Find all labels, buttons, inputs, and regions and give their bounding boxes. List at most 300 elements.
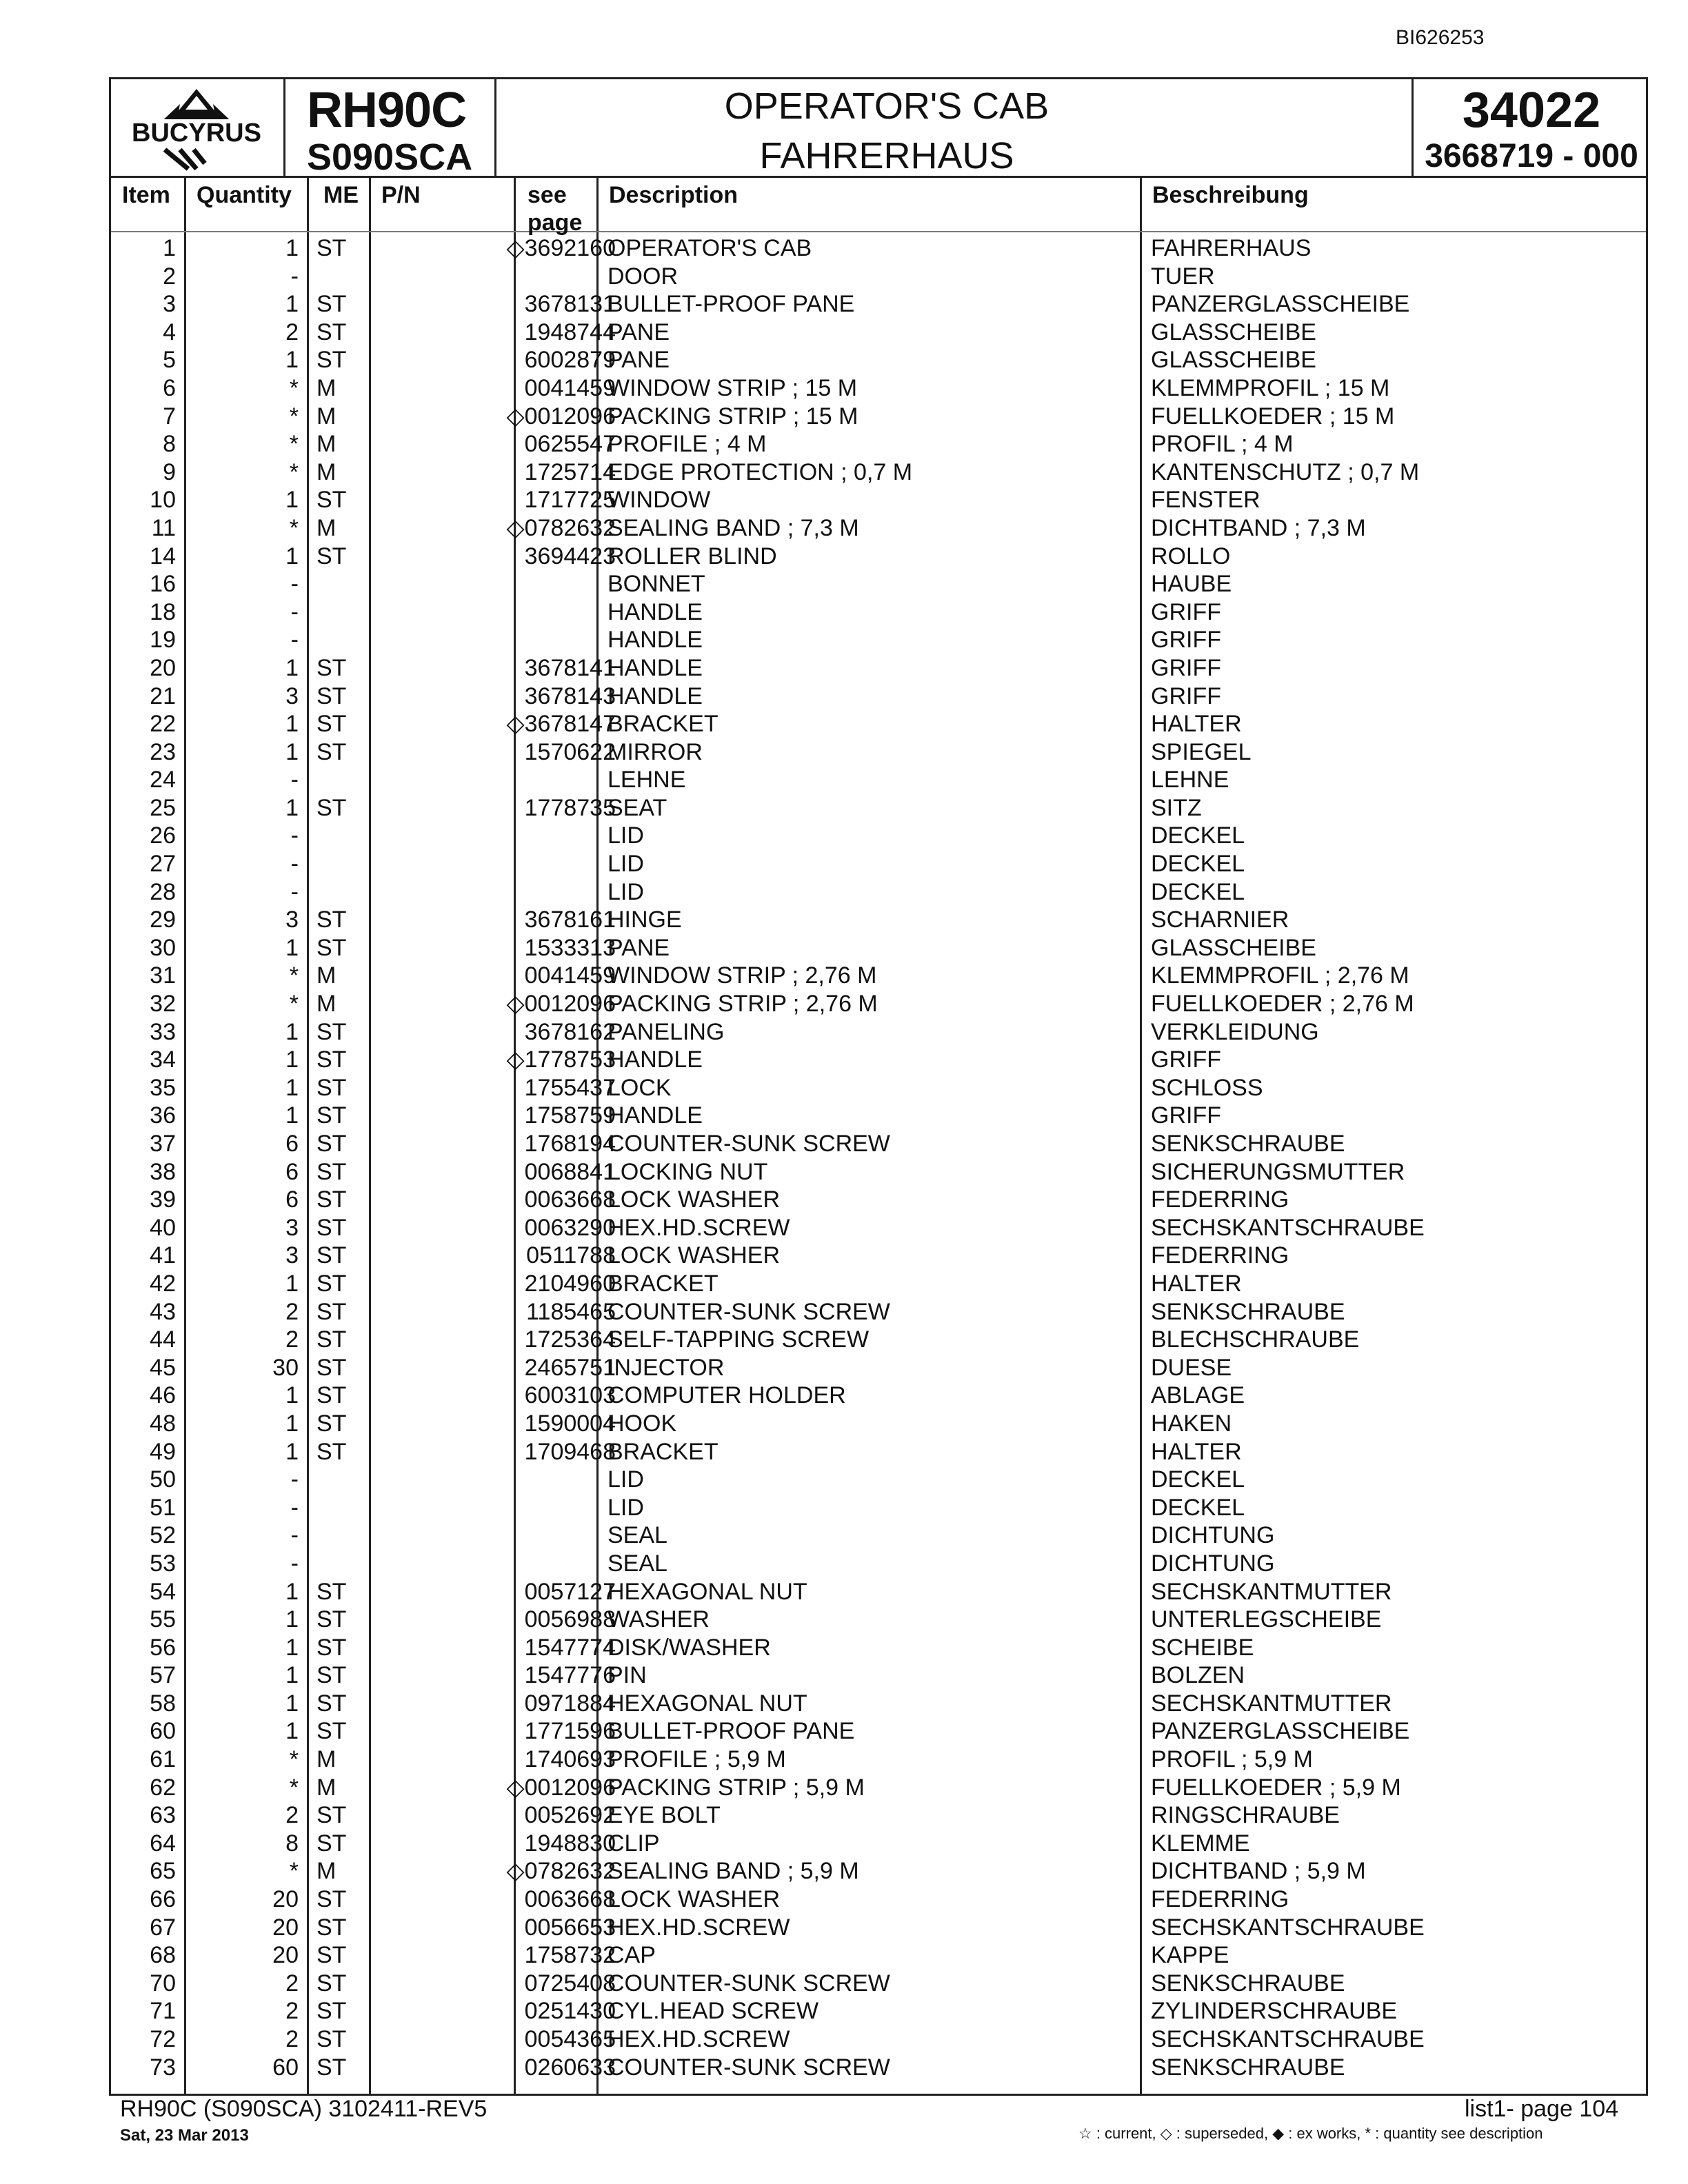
parts-list-frame bbox=[109, 77, 1648, 2096]
unit: ST bbox=[316, 682, 347, 709]
table-row bbox=[111, 598, 1646, 626]
table-row bbox=[111, 1185, 1646, 1213]
description-en: COMPUTER HOLDER bbox=[607, 1382, 846, 1409]
description-de: DICHTUNG bbox=[1151, 1550, 1275, 1577]
quantity: 6 bbox=[285, 1131, 299, 1157]
item-number: 44 bbox=[150, 1326, 176, 1353]
quantity: 1 bbox=[285, 543, 299, 569]
description-en: COUNTER-SUNK SCREW bbox=[607, 1298, 890, 1325]
description-de: DECKEL bbox=[1151, 878, 1245, 905]
table-row bbox=[111, 1717, 1646, 1745]
table-row bbox=[111, 765, 1646, 793]
description-de: SPIEGEL bbox=[1151, 738, 1252, 765]
description-en: WINDOW STRIP ; 2,76 M bbox=[607, 962, 877, 989]
unit: ST bbox=[316, 1998, 347, 2025]
unit: ST bbox=[316, 347, 347, 374]
item-number: 34 bbox=[150, 1046, 176, 1073]
description-en: COUNTER-SUNK SCREW bbox=[607, 2054, 890, 2081]
item-number: 30 bbox=[150, 934, 176, 961]
description-de: GRIFF bbox=[1151, 1102, 1221, 1129]
item-number: 43 bbox=[150, 1298, 176, 1325]
quantity: 3 bbox=[285, 682, 299, 709]
item-number: 50 bbox=[150, 1466, 176, 1493]
description-en: PANE bbox=[607, 318, 670, 345]
item-number: 72 bbox=[150, 2026, 176, 2052]
quantity: * bbox=[289, 1858, 299, 1885]
description-en: CLIP bbox=[607, 1830, 660, 1857]
quantity: 20 bbox=[272, 1942, 299, 1969]
unit: ST bbox=[316, 291, 347, 318]
description-en: PANE bbox=[607, 347, 670, 374]
part-number: 6003103 bbox=[524, 1382, 616, 1409]
unit: ST bbox=[316, 1914, 347, 1941]
part-number: 1533313 bbox=[524, 934, 616, 961]
description-de: SECHSKANTSCHRAUBE bbox=[1151, 2026, 1425, 2052]
description-de: DECKEL bbox=[1151, 822, 1245, 849]
quantity: 20 bbox=[272, 1886, 299, 1913]
description-en: HEX.HD.SCREW bbox=[607, 1214, 790, 1241]
description-en: LID bbox=[607, 1466, 644, 1493]
unit: ST bbox=[316, 1438, 347, 1465]
item-number: 60 bbox=[150, 1718, 176, 1745]
item-number: 4 bbox=[163, 318, 176, 345]
description-de: SECHSKANTSCHRAUBE bbox=[1151, 1914, 1425, 1941]
col-pn: P/N bbox=[381, 182, 421, 208]
unit: M bbox=[316, 1746, 336, 1773]
table-row bbox=[111, 1073, 1646, 1102]
item-number: 63 bbox=[150, 1802, 176, 1829]
part-number: 1948830 bbox=[524, 1830, 616, 1857]
quantity: 3 bbox=[285, 1214, 299, 1241]
part-number: ◇1778753 bbox=[506, 1046, 616, 1073]
unit: ST bbox=[316, 1942, 347, 1969]
unit: ST bbox=[316, 235, 347, 261]
unit: ST bbox=[316, 1970, 347, 1996]
unit: M bbox=[316, 1774, 336, 1801]
quantity: 1 bbox=[285, 1382, 299, 1409]
description-en: LID bbox=[607, 1494, 644, 1521]
part-number: 1590004 bbox=[524, 1410, 616, 1437]
description-de: PROFIL ; 5,9 M bbox=[1151, 1746, 1313, 1773]
description-en: HANDLE bbox=[607, 682, 703, 709]
description-de: GRIFF bbox=[1151, 654, 1221, 681]
unit: ST bbox=[316, 1326, 347, 1353]
item-number: 55 bbox=[150, 1606, 176, 1633]
description-de: SECHSKANTMUTTER bbox=[1151, 1578, 1392, 1605]
description-en: WINDOW bbox=[607, 487, 711, 514]
description-en: LOCK WASHER bbox=[607, 1186, 781, 1213]
item-number: 10 bbox=[150, 487, 176, 514]
quantity: * bbox=[289, 403, 299, 429]
table-row bbox=[111, 1857, 1646, 1885]
table-row bbox=[111, 1381, 1646, 1409]
item-number: 49 bbox=[150, 1438, 176, 1465]
description-en: BRACKET bbox=[607, 1438, 719, 1465]
unit: ST bbox=[316, 1242, 347, 1269]
quantity: 2 bbox=[285, 1802, 299, 1829]
item-number: 16 bbox=[150, 571, 176, 598]
col-see-page: see page bbox=[528, 182, 583, 236]
item-number: 48 bbox=[150, 1410, 176, 1437]
description-de: SENKSCHRAUBE bbox=[1151, 1298, 1345, 1325]
table-row bbox=[111, 933, 1646, 962]
title-english: OPERATOR'S CAB bbox=[724, 85, 1049, 127]
table-row bbox=[111, 1633, 1646, 1661]
quantity: - bbox=[290, 767, 299, 793]
col-me: ME bbox=[323, 182, 359, 208]
description-en: CYL.HEAD SCREW bbox=[607, 1998, 819, 2025]
description-de: GLASSCHEIBE bbox=[1151, 934, 1316, 961]
item-number: 46 bbox=[150, 1382, 176, 1409]
part-number: 0056988 bbox=[524, 1606, 616, 1633]
item-number: 18 bbox=[150, 598, 176, 625]
description-en: HANDLE bbox=[607, 1102, 703, 1129]
description-de: DICHTBAND ; 7,3 M bbox=[1151, 514, 1366, 541]
description-de: GRIFF bbox=[1151, 598, 1221, 625]
table-row bbox=[111, 1018, 1646, 1046]
description-de: DUESE bbox=[1151, 1354, 1232, 1381]
unit: M bbox=[316, 374, 336, 401]
quantity: * bbox=[289, 458, 299, 485]
description-en: EYE BOLT bbox=[607, 1802, 721, 1829]
quantity: 1 bbox=[285, 1662, 299, 1689]
quantity: - bbox=[290, 627, 299, 654]
item-number: 53 bbox=[150, 1550, 176, 1577]
part-number: 1725714 bbox=[524, 458, 616, 485]
part-number: 6002879 bbox=[524, 347, 616, 374]
unit: ST bbox=[316, 1662, 347, 1689]
item-number: 26 bbox=[150, 822, 176, 849]
unit: ST bbox=[316, 1718, 347, 1745]
description-en: CAP bbox=[607, 1942, 656, 1969]
description-de: SENKSCHRAUBE bbox=[1151, 1131, 1345, 1157]
table-row bbox=[111, 458, 1646, 486]
quantity: 1 bbox=[285, 347, 299, 374]
table-row bbox=[111, 402, 1646, 430]
description-de: KAPPE bbox=[1151, 1942, 1229, 1969]
description-de: PANZERGLASSCHEIBE bbox=[1151, 1718, 1410, 1745]
description-de: DECKEL bbox=[1151, 851, 1245, 878]
part-number: 0063668 bbox=[524, 1186, 616, 1213]
description-de: DICHTBAND ; 5,9 M bbox=[1151, 1858, 1366, 1885]
description-de: GLASSCHEIBE bbox=[1151, 318, 1316, 345]
quantity: * bbox=[289, 991, 299, 1018]
quantity: - bbox=[290, 571, 299, 598]
quantity: 2 bbox=[285, 1326, 299, 1353]
description-de: FAHRERHAUS bbox=[1151, 235, 1312, 261]
description-en: PANE bbox=[607, 934, 670, 961]
quantity: 1 bbox=[285, 794, 299, 821]
part-number: 0063290 bbox=[524, 1214, 616, 1241]
quantity: 1 bbox=[285, 1102, 299, 1129]
part-number: 0052692 bbox=[524, 1802, 616, 1829]
part-number: 3678141 bbox=[524, 654, 616, 681]
description-de: HALTER bbox=[1151, 1438, 1242, 1465]
part-number: 0511788 bbox=[526, 1242, 616, 1269]
quantity: - bbox=[290, 851, 299, 878]
description-en: SEALING BAND ; 7,3 M bbox=[607, 514, 859, 541]
unit: ST bbox=[316, 1102, 347, 1129]
unit: ST bbox=[316, 1186, 347, 1213]
col-beschreibung: Beschreibung bbox=[1152, 182, 1309, 208]
quantity: 2 bbox=[285, 1998, 299, 2025]
description-en: HEX.HD.SCREW bbox=[607, 1914, 790, 1941]
description-de: FEDERRING bbox=[1151, 1242, 1289, 1269]
description-de: BLECHSCHRAUBE bbox=[1151, 1326, 1360, 1353]
description-en: PIN bbox=[607, 1662, 647, 1689]
unit: ST bbox=[316, 1074, 347, 1101]
table-row bbox=[111, 1801, 1646, 1829]
unit: ST bbox=[316, 1046, 347, 1073]
item-number: 25 bbox=[150, 794, 176, 821]
part-number: 0068841 bbox=[524, 1158, 616, 1185]
description-de: SENKSCHRAUBE bbox=[1151, 1970, 1345, 1996]
unit: ST bbox=[316, 1606, 347, 1633]
item-number: 33 bbox=[150, 1018, 176, 1045]
table-row bbox=[111, 1745, 1646, 1773]
description-en: LEHNE bbox=[607, 767, 686, 793]
description-de: SECHSKANTSCHRAUBE bbox=[1151, 1214, 1425, 1241]
unit: ST bbox=[316, 738, 347, 765]
description-de: ABLAGE bbox=[1151, 1382, 1245, 1409]
part-number: 0971884 bbox=[524, 1690, 616, 1717]
description-en: HANDLE bbox=[607, 598, 703, 625]
description-en: BULLET-PROOF PANE bbox=[607, 291, 855, 318]
item-number: 21 bbox=[150, 682, 176, 709]
col-item: Item bbox=[122, 182, 170, 208]
part-number: 1948744 bbox=[524, 318, 616, 345]
unit: ST bbox=[316, 1214, 347, 1241]
unit: ST bbox=[316, 1354, 347, 1381]
quantity: 60 bbox=[272, 2054, 299, 2081]
table-row bbox=[111, 569, 1646, 598]
table-row bbox=[111, 1996, 1646, 2025]
item-number: 57 bbox=[150, 1662, 176, 1689]
item-number: 3 bbox=[163, 291, 176, 318]
table-row bbox=[111, 821, 1646, 849]
description-de: TUER bbox=[1151, 263, 1215, 290]
quantity: - bbox=[290, 1550, 299, 1577]
table-row bbox=[111, 1885, 1646, 1913]
description-en: COUNTER-SUNK SCREW bbox=[607, 1970, 890, 1996]
table-row bbox=[111, 1157, 1646, 1186]
item-number: 2 bbox=[163, 263, 176, 290]
part-number: 1185465 bbox=[526, 1298, 616, 1325]
description-de: FENSTER bbox=[1151, 487, 1260, 514]
part-number: 0251430 bbox=[524, 1998, 616, 2025]
table-row bbox=[111, 1213, 1646, 1242]
description-en: LOCK WASHER bbox=[607, 1242, 781, 1269]
unit: ST bbox=[316, 1578, 347, 1605]
description-en: MIRROR bbox=[607, 738, 703, 765]
unit: ST bbox=[316, 1270, 347, 1297]
table-row bbox=[111, 1465, 1646, 1493]
quantity: * bbox=[289, 514, 299, 541]
item-number: 1 bbox=[163, 235, 176, 261]
table-row bbox=[111, 1773, 1646, 1801]
table-row bbox=[111, 878, 1646, 906]
part-number: 1725364 bbox=[524, 1326, 616, 1353]
parts-table-body bbox=[111, 234, 1646, 2081]
description-de: DECKEL bbox=[1151, 1466, 1245, 1493]
unit: ST bbox=[316, 543, 347, 569]
description-de: FUELLKOEDER ; 5,9 M bbox=[1151, 1774, 1401, 1801]
table-row bbox=[111, 1549, 1646, 1577]
part-number: 0063668 bbox=[524, 1886, 616, 1913]
item-number: 32 bbox=[150, 991, 176, 1018]
part-number: 0260633 bbox=[524, 2054, 616, 2081]
description-en: HANDLE bbox=[607, 654, 703, 681]
item-number: 35 bbox=[150, 1074, 176, 1101]
table-row bbox=[111, 1269, 1646, 1297]
unit: ST bbox=[316, 794, 347, 821]
part-number: 1768194 bbox=[524, 1131, 616, 1157]
svg-text:BUCYRUS: BUCYRUS bbox=[132, 119, 261, 148]
table-row bbox=[111, 542, 1646, 570]
item-number: 67 bbox=[150, 1914, 176, 1941]
description-de: HAUBE bbox=[1151, 571, 1232, 598]
quantity: 2 bbox=[285, 1970, 299, 1996]
table-row bbox=[111, 961, 1646, 989]
table-row bbox=[111, 262, 1646, 290]
description-en: SEAT bbox=[607, 794, 667, 821]
item-number: 37 bbox=[150, 1131, 176, 1157]
model-code: S090SCA bbox=[307, 136, 473, 178]
description-en: PANELING bbox=[607, 1018, 725, 1045]
column-header-row bbox=[111, 176, 1646, 236]
quantity: 6 bbox=[285, 1186, 299, 1213]
part-number: ◇3678147 bbox=[506, 711, 616, 738]
part-number: 0054365 bbox=[524, 2026, 616, 2052]
unit: M bbox=[316, 962, 336, 989]
quantity: 1 bbox=[285, 1690, 299, 1717]
description-de: ROLLO bbox=[1151, 543, 1231, 569]
item-number: 62 bbox=[150, 1774, 176, 1801]
part-number: ◇3692160 bbox=[506, 235, 616, 261]
description-en: WINDOW STRIP ; 15 M bbox=[607, 374, 858, 401]
description-en: OPERATOR'S CAB bbox=[607, 235, 812, 261]
item-number: 14 bbox=[150, 543, 176, 569]
description-de: HALTER bbox=[1151, 1270, 1242, 1297]
item-number: 23 bbox=[150, 738, 176, 765]
description-de: PANZERGLASSCHEIBE bbox=[1151, 291, 1410, 318]
symbol-legend: ☆ : current, ◇ : superseded, ◆ : ex works, * : quantity see description bbox=[1078, 2125, 1543, 2142]
table-row bbox=[111, 1493, 1646, 1521]
table-row bbox=[111, 682, 1646, 710]
description-en: HEXAGONAL NUT bbox=[607, 1690, 807, 1717]
unit: M bbox=[316, 458, 336, 485]
description-en: LOCKING NUT bbox=[607, 1158, 768, 1185]
quantity: 1 bbox=[285, 1018, 299, 1045]
table-row bbox=[111, 2053, 1646, 2081]
item-number: 65 bbox=[150, 1858, 176, 1885]
description-de: HALTER bbox=[1151, 711, 1242, 738]
quantity: 2 bbox=[285, 318, 299, 345]
description-de: FUELLKOEDER ; 15 M bbox=[1151, 403, 1395, 429]
description-en: PACKING STRIP ; 2,76 M bbox=[607, 991, 878, 1018]
part-number: ◇0012096 bbox=[506, 1774, 616, 1801]
table-row bbox=[111, 429, 1646, 458]
description-en: BRACKET bbox=[607, 711, 719, 738]
description-en: LID bbox=[607, 822, 644, 849]
description-de: GRIFF bbox=[1151, 682, 1221, 709]
description-de: VERKLEIDUNG bbox=[1151, 1018, 1319, 1045]
item-number: 9 bbox=[163, 458, 176, 485]
part-number: 0056653 bbox=[524, 1914, 616, 1941]
part-number: 2465751 bbox=[524, 1354, 616, 1381]
unit: ST bbox=[316, 1382, 347, 1409]
table-row bbox=[111, 1297, 1646, 1326]
quantity: * bbox=[289, 374, 299, 401]
part-number: 0041459 bbox=[524, 962, 616, 989]
quantity: 1 bbox=[285, 487, 299, 514]
description-en: BRACKET bbox=[607, 1270, 719, 1297]
quantity: * bbox=[289, 1746, 299, 1773]
part-number: 0057127 bbox=[524, 1578, 616, 1605]
quantity: * bbox=[289, 962, 299, 989]
quantity: - bbox=[290, 598, 299, 625]
part-number: 3678131 bbox=[524, 291, 616, 318]
description-en: EDGE PROTECTION ; 0,7 M bbox=[607, 458, 913, 485]
quantity: 2 bbox=[285, 1298, 299, 1325]
unit: ST bbox=[316, 487, 347, 514]
item-number: 42 bbox=[150, 1270, 176, 1297]
quantity: 1 bbox=[285, 1634, 299, 1661]
quantity: 1 bbox=[285, 1074, 299, 1101]
description-de: SITZ bbox=[1151, 794, 1202, 821]
description-de: GLASSCHEIBE bbox=[1151, 347, 1316, 374]
item-number: 31 bbox=[150, 962, 176, 989]
part-number: 3694423 bbox=[524, 543, 616, 569]
unit: ST bbox=[316, 1830, 347, 1857]
description-en: HEX.HD.SCREW bbox=[607, 2026, 790, 2052]
item-number: 7 bbox=[163, 403, 176, 429]
description-en: DOOR bbox=[607, 263, 678, 290]
unit: ST bbox=[316, 1690, 347, 1717]
description-en: HOOK bbox=[607, 1410, 677, 1437]
item-number: 70 bbox=[150, 1970, 176, 1996]
part-number: 1570622 bbox=[524, 738, 616, 765]
description-en: ROLLER BLIND bbox=[607, 543, 777, 569]
part-number: 1758759 bbox=[524, 1102, 616, 1129]
description-en: HINGE bbox=[607, 907, 682, 933]
unit: ST bbox=[316, 318, 347, 345]
quantity: 1 bbox=[285, 738, 299, 765]
description-de: UNTERLEGSCHEIBE bbox=[1151, 1606, 1382, 1633]
title-block bbox=[111, 79, 1646, 178]
unit: ST bbox=[316, 1131, 347, 1157]
unit: ST bbox=[316, 711, 347, 738]
part-number: 3678161 bbox=[524, 907, 616, 933]
quantity: 1 bbox=[285, 235, 299, 261]
table-row bbox=[111, 1045, 1646, 1073]
description-en: LOCK bbox=[607, 1074, 672, 1101]
description-en: COUNTER-SUNK SCREW bbox=[607, 1131, 890, 1157]
description-de: GRIFF bbox=[1151, 627, 1221, 654]
table-row bbox=[111, 1521, 1646, 1549]
item-number: 5 bbox=[163, 347, 176, 374]
description-de: SCHLOSS bbox=[1151, 1074, 1263, 1101]
description-en: WASHER bbox=[607, 1606, 710, 1633]
item-number: 19 bbox=[150, 627, 176, 654]
table-row bbox=[111, 1101, 1646, 1129]
quantity: 1 bbox=[285, 1270, 299, 1297]
item-number: 39 bbox=[150, 1186, 176, 1213]
table-row bbox=[111, 1129, 1646, 1157]
quantity: 1 bbox=[285, 934, 299, 961]
description-de: FEDERRING bbox=[1151, 1186, 1289, 1213]
description-en: HANDLE bbox=[607, 627, 703, 654]
